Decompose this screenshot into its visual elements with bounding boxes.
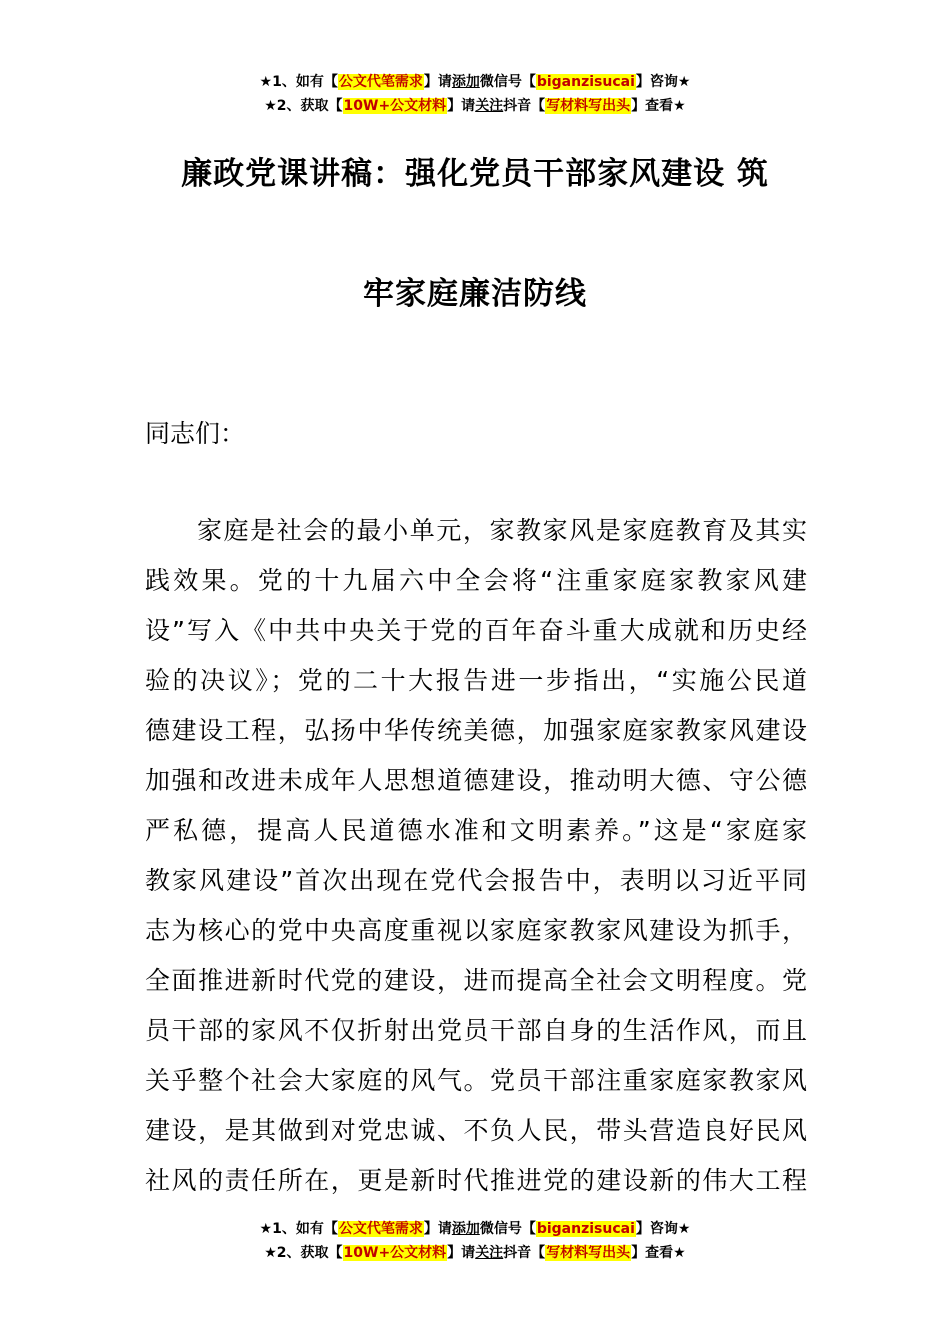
banner-text: ★1、如有【	[259, 1221, 338, 1237]
banner-text: 微信号【	[479, 74, 536, 90]
banner-text: ★1、如有【	[259, 74, 338, 90]
body-line: 员干部的家风不仅折射出党员干部自身的生活作风，而且	[145, 1016, 807, 1045]
banner-text: 】查看★	[631, 98, 686, 114]
banner-highlight-douyin-account: 写材料写出头	[546, 98, 631, 114]
body-line: 家庭是社会的最小单元，家教家风是家庭教育及其实	[197, 516, 807, 545]
document-title-line-1: 廉政党课讲稿：强化党员干部家风建设 筑	[181, 156, 769, 192]
header-banner-line-1	[0, 70, 950, 94]
banner-underline-add: 添加	[451, 1221, 480, 1237]
banner-text: ★2、获取【	[264, 98, 343, 114]
body-line: 验的决议》；党的二十大报告进一步指出，“实施公民道	[145, 666, 807, 695]
document-title-line-2: 牢家庭廉洁防线	[363, 276, 587, 312]
footer-banner-line-2	[0, 1241, 950, 1265]
banner-text: 】请	[423, 1221, 452, 1237]
banner-highlight-wechat-id: biganzisucai	[536, 74, 635, 90]
banner-highlight-service: 公文代笔需求	[338, 74, 423, 90]
banner-highlight-service: 公文代笔需求	[338, 1221, 423, 1237]
footer-banner	[0, 1217, 950, 1265]
body-line: 社风的责任所在，更是新时代推进党的建设新的伟大工程	[145, 1166, 807, 1195]
banner-highlight-materials: 10W+公文材料	[343, 1245, 447, 1261]
banner-text: 抖音【	[503, 98, 546, 114]
body-line: 教家风建设”首次出现在党代会报告中，表明以习近平同	[145, 866, 807, 895]
banner-underline-add: 添加	[451, 74, 480, 90]
banner-underline-follow: 关注	[475, 98, 504, 114]
banner-text: 微信号【	[479, 1221, 536, 1237]
body-line: 加强和改进未成年人思想道德建设，推动明大德、守公德	[145, 766, 807, 795]
body-line: 志为核心的党中央高度重视以家庭家教家风建设为抓手，	[145, 916, 807, 945]
greeting: 同志们：	[145, 419, 246, 448]
banner-text: 】请	[447, 1245, 476, 1261]
banner-highlight-materials: 10W+公文材料	[343, 98, 447, 114]
body-paragraph	[145, 511, 807, 1211]
banner-highlight-douyin-account: 写材料写出头	[546, 1245, 631, 1261]
banner-text: ★2、获取【	[264, 1245, 343, 1261]
body-line: 德建设工程，弘扬中华传统美德，加强家庭家教家风建设	[145, 716, 807, 745]
footer-banner-line-1	[0, 1217, 950, 1241]
banner-underline-follow: 关注	[475, 1245, 504, 1261]
body-line: 关乎整个社会大家庭的风气。党员干部注重家庭家教家风	[145, 1066, 807, 1095]
banner-text: 】查看★	[631, 1245, 686, 1261]
banner-text: 】请	[423, 74, 452, 90]
body-line: 设”写入《中共中央关于党的百年奋斗重大成就和历史经	[145, 616, 807, 645]
body-line: 全面推进新时代党的建设，进而提高全社会文明程度。党	[145, 966, 807, 995]
banner-text: 】咨询★	[635, 1221, 691, 1237]
banner-highlight-wechat-id: biganzisucai	[536, 1221, 635, 1237]
body-line: 践效果。党的十九届六中全会将“注重家庭家教家风建	[145, 566, 807, 595]
body-line: 严私德，提高人民道德水准和文明素养。”这是“家庭家	[145, 816, 807, 845]
banner-text: 抖音【	[503, 1245, 546, 1261]
header-banner-line-2	[0, 94, 950, 118]
banner-text: 】请	[447, 98, 476, 114]
header-banner	[0, 70, 950, 118]
body-line: 建设，是其做到对党忠诚、不负人民，带头营造良好民风	[145, 1116, 807, 1145]
banner-text: 】咨询★	[635, 74, 691, 90]
